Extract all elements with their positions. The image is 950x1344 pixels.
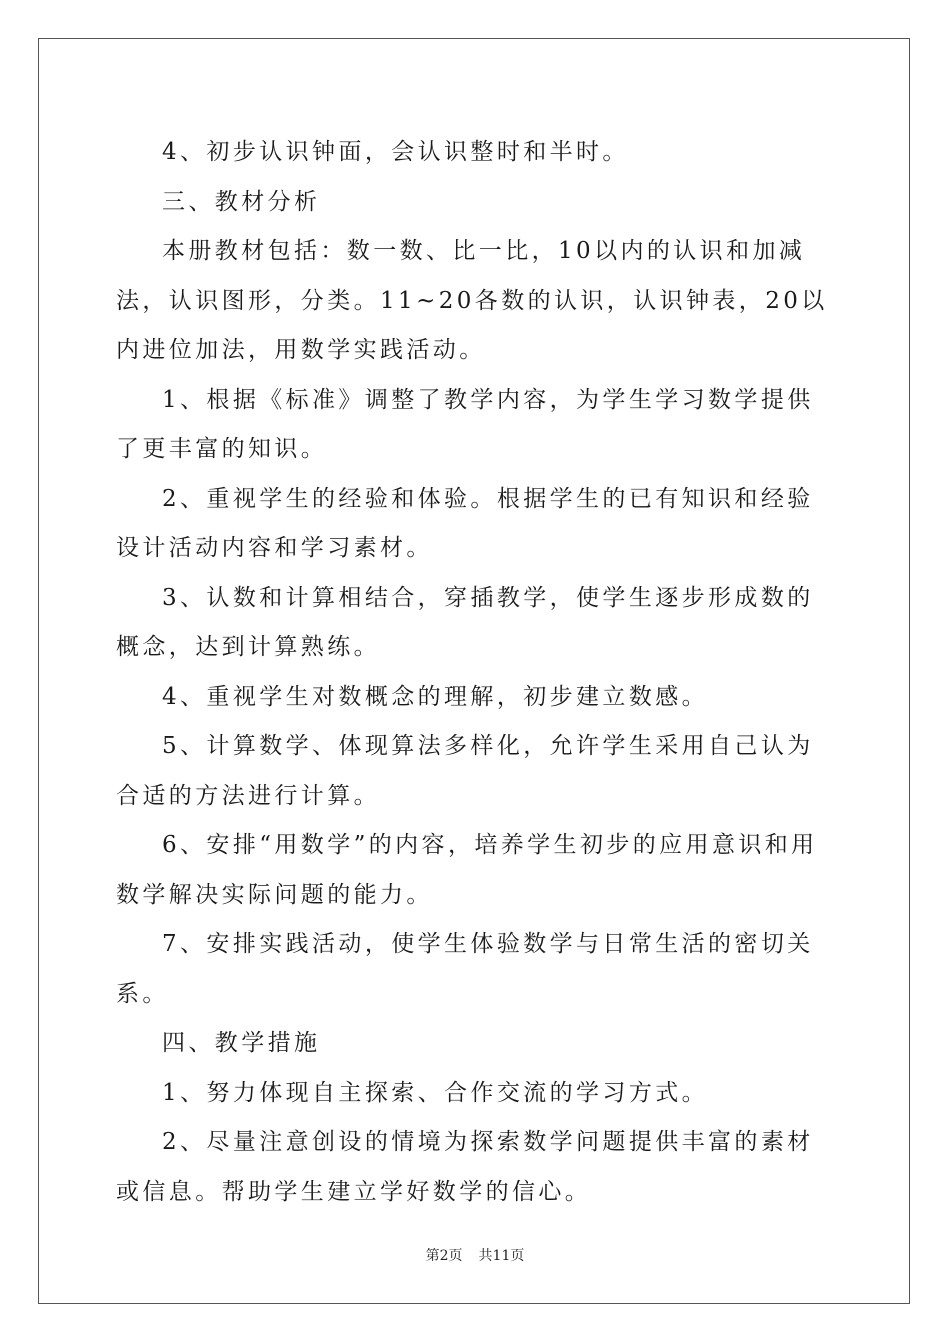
page-total: 共11页 <box>478 1248 525 1264</box>
paragraph: 本册教材包括：数一数、比一比，10以内的认识和加减法，认识图形，分类。11~20各数的认识，认识钟表，20以内进位加法，用数学实践活动。 <box>116 238 828 363</box>
paragraph: 1、努力体现自主探索、合作交流的学习方式。 <box>162 1079 709 1106</box>
document-body <box>116 128 836 1217</box>
section-heading: 三、教材分析 <box>162 188 321 215</box>
section-heading: 四、教学措施 <box>162 1030 321 1056</box>
paragraph: 6、安排“用数学”的内容，培养学生初步的应用意识和用数学解决实际问题的能力。 <box>116 832 818 908</box>
page-footer <box>0 1247 950 1265</box>
paragraph: 5、计算数学、体现算法多样化，允许学生采用自己认为合适的方法进行计算。 <box>116 733 814 809</box>
paragraph: 4、初步认识钟面，会认识整时和半时。 <box>162 139 629 165</box>
paragraph: 3、认数和计算相结合，穿插教学，使学生逐步形成数的概念，达到计算熟练。 <box>116 584 814 660</box>
paragraph: 2、尽量注意创设的情境为探索数学问题提供丰富的素材或信息。帮助学生建立学好数学的信心。 <box>116 1129 814 1205</box>
paragraph: 2、重视学生的经验和体验。根据学生的已有知识和经验设计活动内容和学习素材。 <box>116 485 814 561</box>
paragraph: 4、重视学生对数概念的理解，初步建立数感。 <box>162 683 709 710</box>
paragraph: 1、根据《标准》调整了教学内容，为学生学习数学提供了更丰富的知识。 <box>116 386 814 462</box>
page-number: 第2页 <box>425 1248 463 1264</box>
paragraph: 7、安排实践活动，使学生体验数学与日常生活的密切关系。 <box>116 931 814 1007</box>
